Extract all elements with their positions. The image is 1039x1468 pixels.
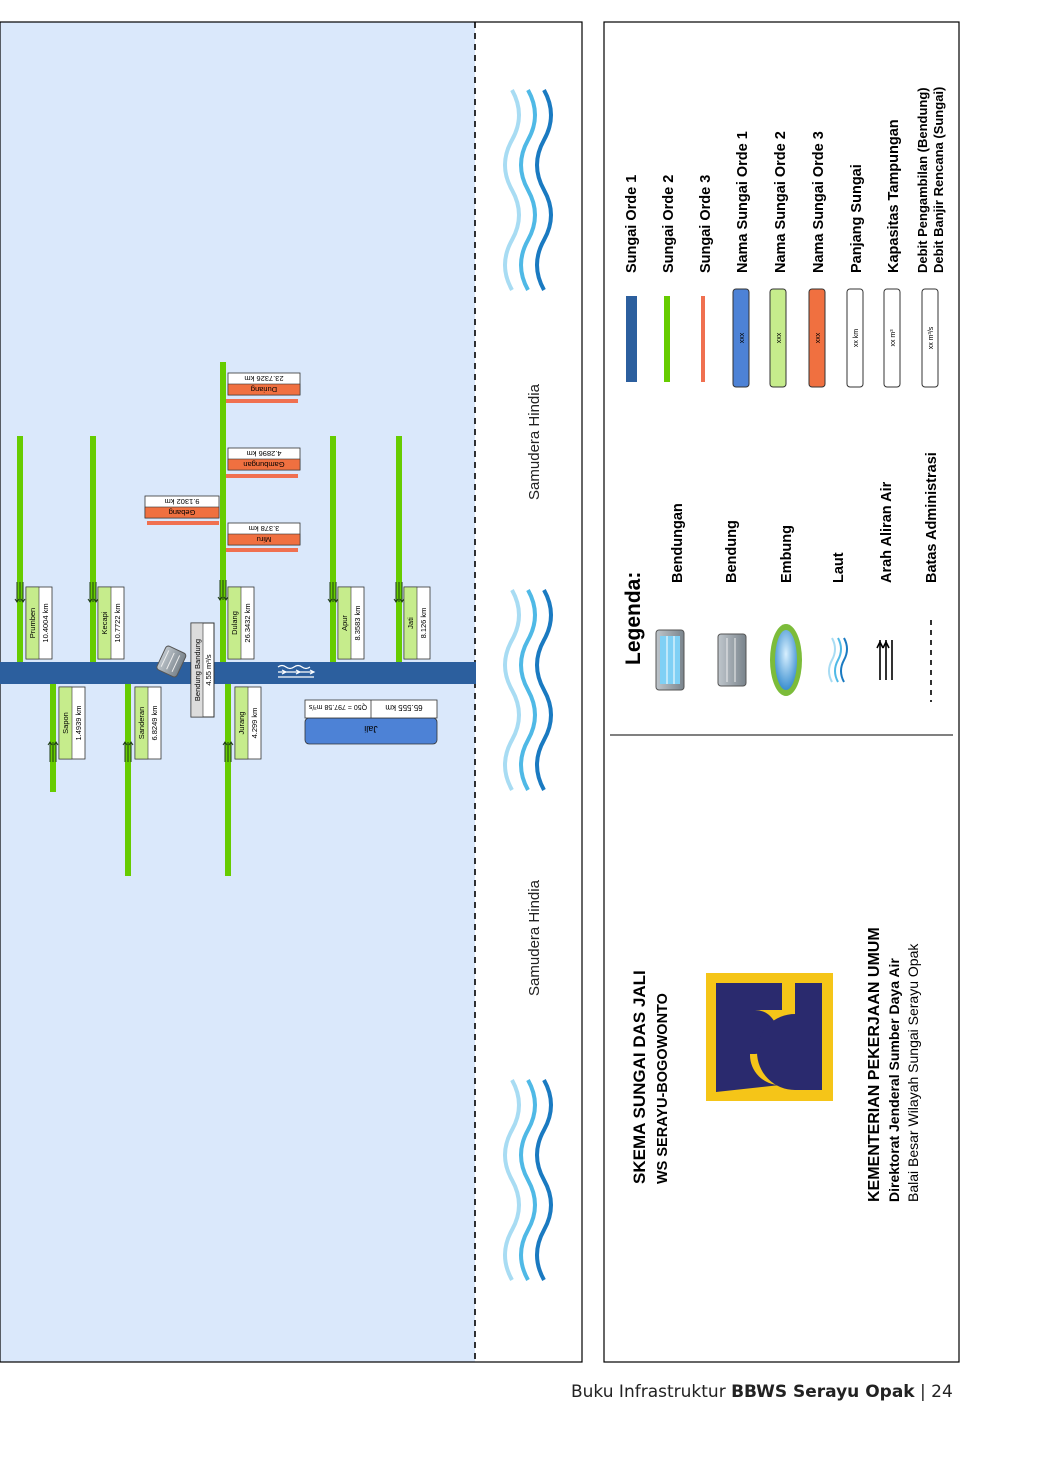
page-number: 24 <box>931 1382 953 1402</box>
legend-length-label: Panjang Sungai <box>849 164 865 273</box>
label-sapon <box>59 687 85 759</box>
sea-wave-icon <box>505 590 551 790</box>
legend-name2-box <box>770 289 786 387</box>
river-length: 4.2896 km <box>246 449 282 458</box>
river-dulang <box>220 362 226 662</box>
river-miru <box>226 548 298 552</box>
legend-name2-label: Nama Sungai Orde 2 <box>773 131 789 273</box>
label-apur <box>338 587 364 659</box>
sea-label: Samudera Hindia <box>526 384 543 500</box>
legend-reservoir-label: Embung <box>779 525 795 583</box>
legend-order1-label: Sungai Orde 1 <box>624 174 640 273</box>
sea-waves <box>505 90 551 1280</box>
label-duriang <box>228 373 300 395</box>
legend-panel <box>604 22 959 1362</box>
legend-debit-box <box>922 289 938 387</box>
river-name: Dulang <box>230 611 239 635</box>
diagram-title: SKEMA SUNGAI DAS JALI <box>630 970 649 1184</box>
river-length: 1.4939 km <box>74 705 83 741</box>
river-jali-main <box>0 662 476 684</box>
legend-weir-label: Bendung <box>724 520 740 583</box>
label-miru <box>228 523 300 545</box>
legend-debit-label-2: Debit Banjir Rencana (Sungai) <box>931 86 946 273</box>
ministry-logo <box>706 973 833 1101</box>
flow-arrow-icon <box>88 582 98 602</box>
reservoir-icon <box>770 624 802 696</box>
legend-heading: Legenda: <box>622 571 645 665</box>
legend-order2-line <box>664 296 670 382</box>
main-river-name: Jali <box>364 724 378 734</box>
page-footer <box>571 1382 953 1402</box>
river-jati <box>396 436 402 662</box>
river-apur <box>330 436 336 662</box>
legend-order2-label: Sungai Orde 2 <box>661 174 677 273</box>
river-duriang <box>226 399 298 403</box>
flow-arrow-icon <box>218 580 228 600</box>
footer-org: BBWS Serayu Opak <box>731 1382 915 1402</box>
legend-name3-box <box>809 289 825 387</box>
main-river-q50: Q50 = 797.58 m³/s <box>308 703 368 710</box>
river-length: 26.3432 km <box>243 603 252 643</box>
svg-text:xx m³/s: xx m³/s <box>928 326 935 350</box>
scheme-panel <box>0 22 582 1362</box>
river-kecapi <box>90 436 96 662</box>
flow-arrow-icon <box>15 582 25 602</box>
river-name: Apur <box>340 615 349 631</box>
legend-sea-label: Laut <box>831 552 847 583</box>
sea-wave-icon <box>505 90 551 290</box>
legend-capacity-label: Kapasitas Tampungan <box>886 119 902 273</box>
river-name: Duriang <box>250 385 278 394</box>
label-sanderan <box>135 687 161 759</box>
legend-order3-label: Sungai Orde 3 <box>698 174 714 273</box>
river-gambungan <box>226 474 298 478</box>
label-kecapi <box>98 587 124 659</box>
legend-dam-label: Bendungan <box>670 503 686 583</box>
river-name: Sapon <box>61 712 70 734</box>
legend-flow-label: Arah Aliran Air <box>879 481 895 583</box>
river-name: Gebang <box>168 508 196 517</box>
main-river-length: 65.555 km <box>385 703 423 712</box>
label-jati <box>404 587 430 659</box>
office-name: Balai Besar Wilayah Sungai Serayu Opak <box>905 943 921 1202</box>
river-name: Miru <box>256 535 272 544</box>
river-length: 3.378 km <box>248 524 280 533</box>
label-jali <box>305 700 437 744</box>
river-name: Sanderan <box>137 706 146 740</box>
label-gebang <box>145 496 219 518</box>
legend-capacity-box <box>884 289 900 387</box>
weir-discharge: 4.55 m³/s <box>204 654 213 686</box>
flow-arrow-icon <box>328 582 338 602</box>
sea-wave-icon <box>505 1080 551 1280</box>
river-length: 4.299 km <box>250 707 259 739</box>
river-gebang <box>147 521 219 525</box>
river-length: 9.1302 km <box>164 497 200 506</box>
river-name: Jati <box>406 617 415 629</box>
label-dulang <box>228 587 254 659</box>
weir-icon <box>718 634 746 686</box>
river-name: Gambungan <box>243 460 285 469</box>
legend-name1-box <box>733 289 749 387</box>
legend-length-box <box>847 289 863 387</box>
river-length: 23.7326 km <box>244 374 284 383</box>
sea-label: Samudera Hindia <box>526 880 543 996</box>
river-length: 10.4004 km <box>41 603 50 643</box>
footer-prefix: Buku Infrastruktur <box>571 1382 732 1402</box>
diagram-subtitle: WS SERAYU-BOGOWONTO <box>655 993 671 1184</box>
svg-text:xx km: xx km <box>853 328 860 348</box>
river-length: 8.126 km <box>419 607 428 639</box>
river-sanderan <box>125 684 131 876</box>
label-prumben <box>26 587 52 659</box>
weir-name: Bendung Bandung <box>193 638 202 702</box>
legend-order3-line <box>701 296 705 382</box>
river-jurang <box>225 684 231 876</box>
svg-text:xx m³: xx m³ <box>890 329 897 347</box>
weir-label-box <box>191 623 214 717</box>
svg-text:xxx: xxx <box>739 332 746 344</box>
river-name: Jurang <box>237 711 246 735</box>
river-length: 10.7722 km <box>113 603 122 643</box>
legend-name3-label: Nama Sungai Orde 3 <box>811 131 827 273</box>
legend-order1-line <box>626 296 637 382</box>
flow-arrow-icon <box>223 742 233 762</box>
flow-arrow-icon <box>394 582 404 602</box>
flow-arrow-icon <box>123 742 133 762</box>
svg-text:xxx: xxx <box>776 332 783 344</box>
river-name: Kecapi <box>100 611 109 635</box>
footer-separator: | <box>914 1382 932 1402</box>
label-jurang <box>235 687 261 759</box>
legend-boundary-label: Batas Administrasi <box>924 452 940 583</box>
legend-name1-label: Nama Sungai Orde 1 <box>735 131 751 273</box>
river-prumben <box>17 436 23 662</box>
river-length: 8.3583 km <box>353 605 362 641</box>
ministry-name: KEMENTERIAN PEKERJAAN UMUM <box>866 927 883 1202</box>
river-name: Prumben <box>28 607 37 639</box>
svg-text:xxx: xxx <box>815 332 822 344</box>
river-sapon <box>50 684 56 792</box>
legend-debit-label-1: Debit Pengambilan (Bendung) <box>915 87 930 273</box>
river-length: 6.8249 km <box>150 705 159 741</box>
directorate-name: Direktorat Jenderal Sumber Daya Air <box>886 958 902 1202</box>
flow-arrow-icon <box>48 742 58 762</box>
dam-icon <box>656 630 684 690</box>
label-gambungan <box>228 448 300 470</box>
